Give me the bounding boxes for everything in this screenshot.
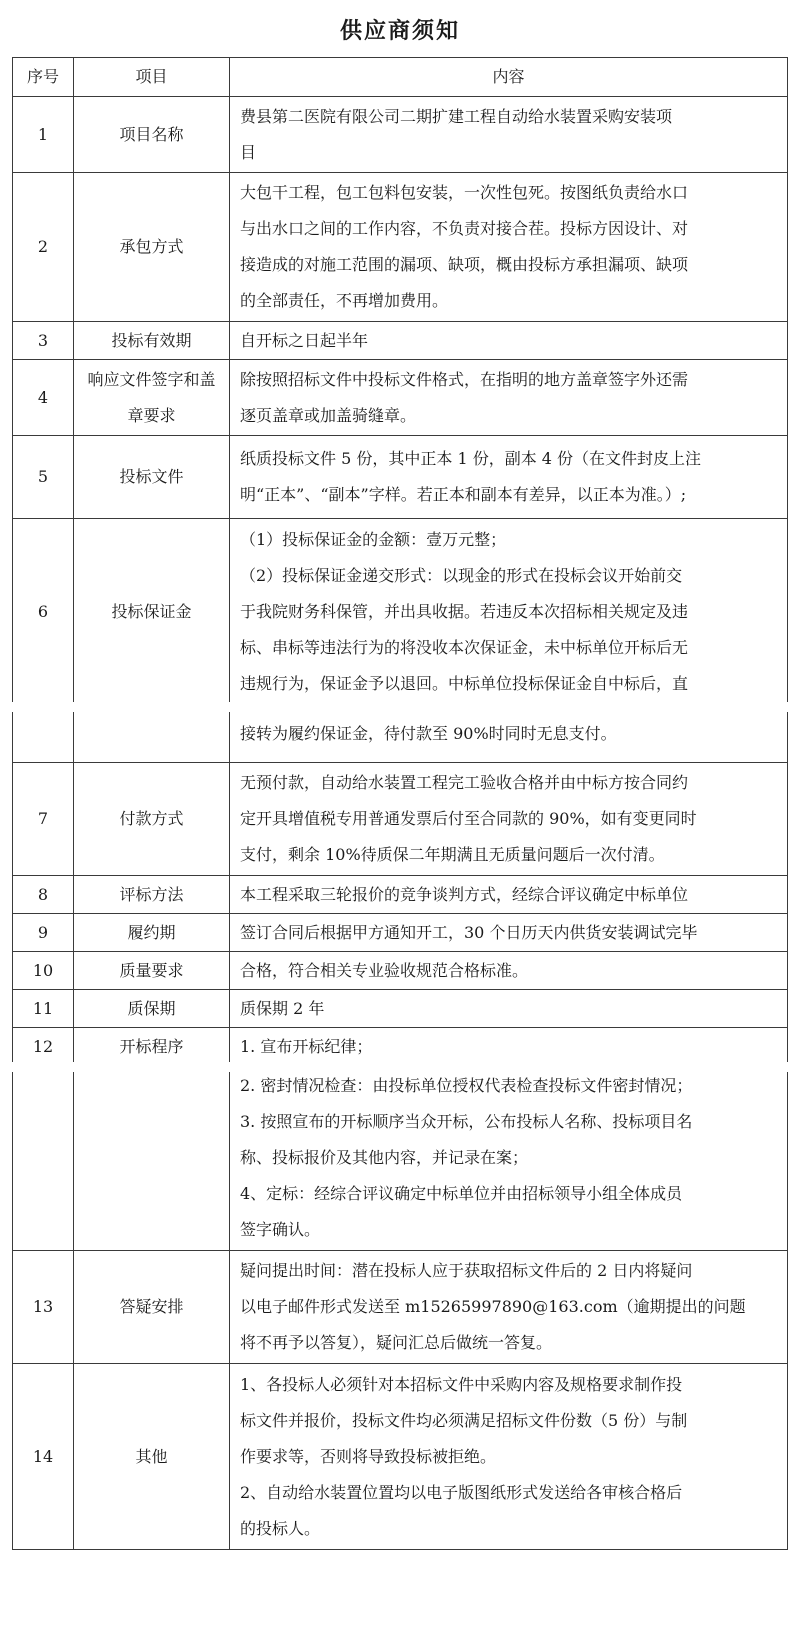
row-item-name <box>74 1066 230 1251</box>
content-line: 接造成的对施工范围的漏项、缺项，概由投标方承担漏项、缺项 <box>240 255 689 274</box>
content-line: （2）投标保证金递交形式：以现金的形式在投标会议开始前交 <box>240 565 683 585</box>
header-item: 项目 <box>74 58 230 97</box>
table-row <box>13 876 788 914</box>
content-line: 疑问提出时间：潜在投标人应于获取招标文件后的 2 日内将疑问 <box>240 1261 693 1280</box>
row-content <box>230 876 788 914</box>
row-item-name: 响应文件签字和盖章要求 <box>74 360 230 436</box>
content-line: 的全部责任，不再增加费用。 <box>240 291 449 310</box>
table-row <box>13 519 788 705</box>
table-row <box>13 97 788 173</box>
row-content <box>230 173 788 322</box>
table-row <box>13 705 788 763</box>
content-line: 签字确认。 <box>240 1220 321 1239</box>
content-line: 支付，剩余 10%待质保二年期满且无质量问题后一次付清。 <box>240 845 665 864</box>
content-line: 定开具增值税专用普通发票后付至合同款的 90%，如有变更同时 <box>240 809 697 828</box>
table-row <box>13 1028 788 1066</box>
row-content <box>230 763 788 876</box>
content-line: 1. 宣布开标纪律； <box>240 1036 373 1056</box>
row-item-name: 答疑安排 <box>74 1251 230 1364</box>
content-line: 与出水口之间的工作内容，不负责对接合茬。投标方因设计、对 <box>240 219 689 238</box>
content-line: 3. 按照宣布的开标顺序当众开标，公布投标人名称、投标项目名 <box>240 1112 693 1131</box>
content-line: 的投标人。 <box>240 1518 321 1538</box>
table-row <box>13 1066 788 1251</box>
content-line: 签订合同后根据甲方通知开工，30 个日历天内供货安装调试完毕 <box>240 922 698 942</box>
content-line: 接转为履约保证金，待付款至 90%时同时无息支付。 <box>240 723 617 743</box>
content-line: 除按照招标文件中投标文件格式，在指明的地方盖章签字外还需 <box>240 369 689 389</box>
content-line: 2、自动给水装置位置均以电子版图纸形式发送给各审核合格后 <box>240 1482 683 1502</box>
row-number <box>13 1066 74 1251</box>
content-line: 2. 密封情况检查：由投标单位授权代表检查投标文件密封情况； <box>240 1076 693 1095</box>
content-line: 合格，符合相关专业验收规范合格标准。 <box>240 960 529 980</box>
content-line: 作要求等，否则将导致投标被拒绝。 <box>240 1446 497 1466</box>
table-header-row <box>13 58 788 97</box>
row-item-name: 项目名称 <box>74 97 230 173</box>
row-content <box>230 519 788 705</box>
content-line: 目 <box>240 142 257 162</box>
row-number: 8 <box>13 876 74 914</box>
row-content <box>230 1251 788 1364</box>
row-number: 3 <box>13 322 74 360</box>
row-item-name: 履约期 <box>74 914 230 952</box>
row-item-name: 承包方式 <box>74 173 230 322</box>
row-item-name: 投标文件 <box>74 436 230 519</box>
row-item-name: 质保期 <box>74 990 230 1028</box>
row-content <box>230 97 788 173</box>
page-break-gap <box>0 702 800 712</box>
table-row <box>13 914 788 952</box>
content-line: 称、投标报价及其他内容，并记录在案； <box>240 1148 529 1167</box>
row-item-name: 投标保证金 <box>74 519 230 705</box>
content-line: 于我院财务科保管，并出具收据。若违反本次招标相关规定及违 <box>240 601 689 621</box>
row-item-name: 其他 <box>74 1364 230 1550</box>
row-number <box>13 705 74 763</box>
row-number: 1 <box>13 97 74 173</box>
row-number: 13 <box>13 1251 74 1364</box>
content-line: 以电子邮件形式发送至 m15265997890@163.com（逾期提出的问题 <box>240 1297 746 1316</box>
supplier-notice-table <box>12 57 788 1550</box>
content-line: 标、串标等违法行为的将没收本次保证金，未中标单位开标后无 <box>240 637 689 657</box>
row-content <box>230 322 788 360</box>
row-item-name: 投标有效期 <box>74 322 230 360</box>
row-item-name: 开标程序 <box>74 1028 230 1066</box>
content-line: 质保期 2 年 <box>240 998 325 1018</box>
page-break-gap <box>0 1062 800 1072</box>
row-content <box>230 1364 788 1550</box>
content-line: 逐页盖章或加盖骑缝章。 <box>240 405 417 425</box>
content-line: 明“正本”、“副本”字样。若正本和副本有差异，以正本为准。）; <box>240 485 687 504</box>
table-row <box>13 322 788 360</box>
table-row <box>13 952 788 990</box>
content-line: （1）投标保证金的金额：壹万元整； <box>240 529 507 549</box>
row-number: 2 <box>13 173 74 322</box>
table-row <box>13 1364 788 1550</box>
row-content <box>230 1028 788 1066</box>
table-row <box>13 173 788 322</box>
row-number: 12 <box>13 1028 74 1066</box>
row-number: 14 <box>13 1364 74 1550</box>
header-no: 序号 <box>13 58 74 97</box>
row-content <box>230 952 788 990</box>
row-number: 11 <box>13 990 74 1028</box>
row-number: 4 <box>13 360 74 436</box>
content-line: 4、定标：经综合评议确定中标单位并由招标领导小组全体成员 <box>240 1184 683 1203</box>
header-content: 内容 <box>230 58 788 97</box>
row-number: 10 <box>13 952 74 990</box>
row-item-name: 评标方法 <box>74 876 230 914</box>
table-row <box>13 1251 788 1364</box>
content-line: 无预付款，自动给水装置工程完工验收合格并由中标方按合同约 <box>240 773 689 792</box>
row-number: 9 <box>13 914 74 952</box>
table-row <box>13 436 788 519</box>
content-line: 将不再予以答复），疑问汇总后做统一答复。 <box>240 1333 553 1352</box>
content-line: 违规行为，保证金予以退回。中标单位投标保证金自中标后，直 <box>240 673 689 693</box>
table-row <box>13 990 788 1028</box>
content-line: 1、各投标人必须针对本招标文件中采购内容及规格要求制作投 <box>240 1374 683 1394</box>
row-content <box>230 360 788 436</box>
row-content <box>230 436 788 519</box>
content-line: 自开标之日起半年 <box>240 330 369 350</box>
row-content <box>230 990 788 1028</box>
row-content <box>230 1066 788 1251</box>
content-line: 大包干工程，包工包料包安装，一次性包死。按图纸负责给水口 <box>240 183 689 202</box>
page-title: 供应商须知 <box>339 18 460 44</box>
row-number: 5 <box>13 436 74 519</box>
row-content <box>230 914 788 952</box>
content-line: 标文件并报价，投标文件均必须满足招标文件份数（5 份）与制 <box>240 1410 688 1430</box>
content-line: 费县第二医院有限公司二期扩建工程自动给水装置采购安装项 <box>240 106 673 126</box>
row-number: 7 <box>13 763 74 876</box>
table-row <box>13 763 788 876</box>
row-item-name <box>74 705 230 763</box>
row-number: 6 <box>13 519 74 705</box>
row-item-name: 质量要求 <box>74 952 230 990</box>
content-line: 纸质投标文件 5 份，其中正本 1 份，副本 4 份（在文件封皮上注 <box>240 449 702 468</box>
row-item-name: 付款方式 <box>74 763 230 876</box>
table-row <box>13 360 788 436</box>
row-content <box>230 705 788 763</box>
content-line: 本工程采取三轮报价的竞争谈判方式，经综合评议确定中标单位 <box>240 884 689 904</box>
